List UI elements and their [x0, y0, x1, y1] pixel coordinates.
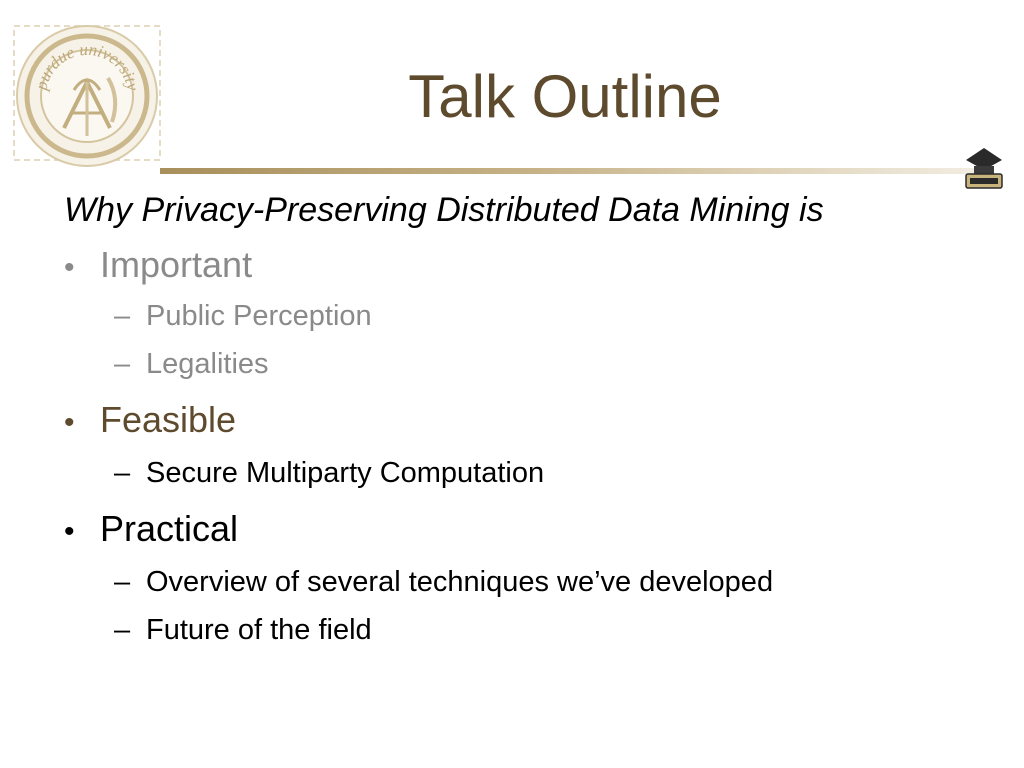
bullet-glyph: • — [64, 406, 75, 439]
subpoint-label: Overview of several techniques we’ve developed — [146, 566, 774, 598]
subpoint-label: Public Perception — [146, 300, 372, 332]
subpoint-secure-multiparty-computation — [114, 456, 1004, 490]
subpoint-overview-techniques — [114, 565, 1004, 599]
slide-body — [64, 186, 1004, 647]
page-title: Talk Outline — [408, 63, 722, 130]
subpoint-public-perception — [114, 299, 1004, 333]
outline-intro: Why Privacy-Preserving Distributed Data Mining is — [64, 191, 824, 229]
svg-text:purdue university: purdue university — [31, 39, 143, 93]
bullet-glyph: • — [64, 251, 75, 284]
dash-glyph: – — [114, 348, 131, 380]
title-divider — [160, 168, 990, 174]
bullet-glyph: • — [64, 515, 75, 548]
bullet-important — [64, 244, 1004, 289]
dash-glyph: – — [114, 457, 131, 489]
bullet-label: Important — [100, 244, 253, 285]
subpoint-label: Future of the field — [146, 614, 372, 646]
dash-glyph: – — [114, 614, 131, 646]
subpoint-legalities — [114, 347, 1004, 381]
bullet-practical — [64, 508, 1004, 553]
subpoint-future-of-field — [114, 613, 1004, 647]
dash-glyph: – — [114, 566, 131, 598]
bullet-feasible — [64, 399, 1004, 444]
bullet-label: Practical — [100, 508, 239, 549]
bullet-label: Feasible — [100, 399, 237, 440]
dash-glyph: – — [114, 300, 131, 332]
subpoint-label: Legalities — [146, 348, 269, 380]
subpoint-label: Secure Multiparty Computation — [146, 457, 545, 489]
